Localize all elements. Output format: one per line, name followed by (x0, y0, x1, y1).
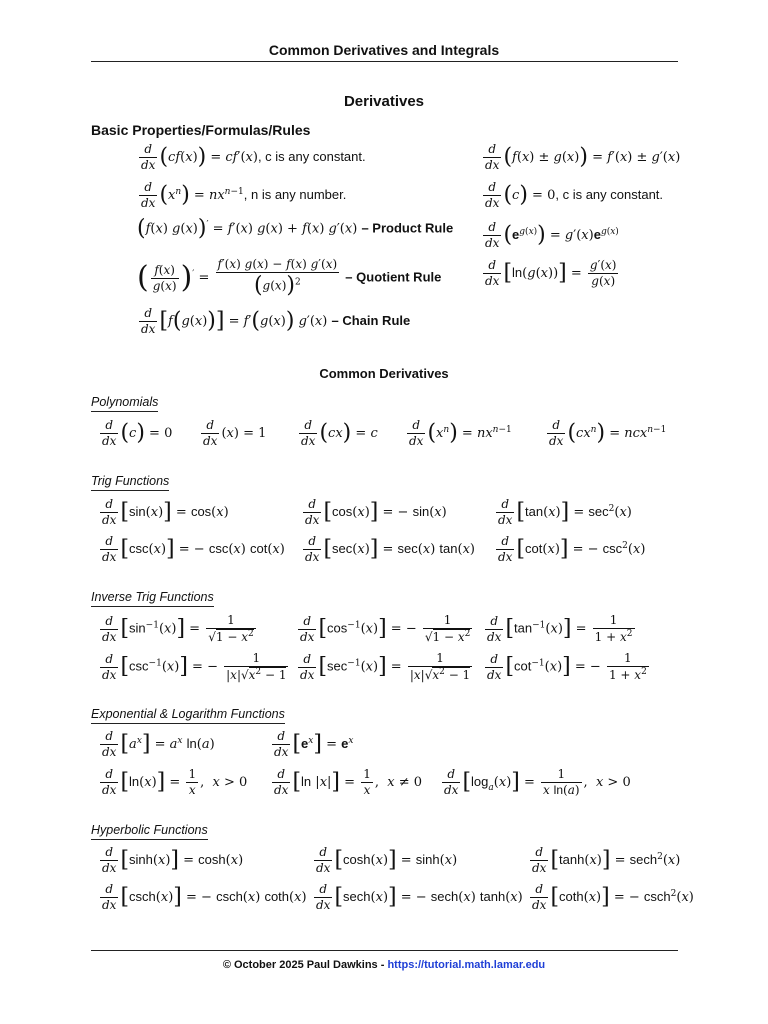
formula-sin: $\frac{d}{dx}$ [sin(x)] = cos(x) (102, 497, 229, 528)
formula-ln-chain: $\frac{d}{dx}$ [ln(g(x))] = $\frac{g'(x)}{g(x)}$ (485, 258, 617, 289)
formula-ln-abs: $\frac{d}{dx}$ [ln |x|] = $\frac{1}{x}$ , x ≠ 0 (274, 767, 423, 798)
formula-chain-rule: $\frac{d}{dx}$ [f(g(x))] = f′(g(x)) g′(x) – Chain Rule (141, 306, 411, 337)
formula-tan: $\frac{d}{dx}$ $[\tan(x)] = \sec^2(x)$ (498, 497, 632, 528)
formula-cot: $\frac{d}{dx}$ [cot(x)] = − $\csc^2(x)$ (498, 534, 646, 565)
footer (0, 959, 768, 971)
formula-sec: $\frac{d}{dx}$ [sec(x)] = sec(x) tan(x) (305, 534, 475, 565)
formula-exp-a: $\frac{d}{dx}$ $[a^x] = a^x$ ln(a) (102, 729, 215, 760)
formula-product-rule: (f(x) g(x))′ = f′(x) g(x) + f(x) g′(x) – Product Rule (137, 216, 454, 241)
formula-poly-xn: $\frac{d}{dx}$ $(x^n) = nx^{n-1}$ (409, 418, 512, 449)
category-trig: Trig Functions (91, 474, 169, 491)
category-exp-log: Exponential & Logarithm Functions (91, 707, 285, 724)
formula-cosh: $\frac{d}{dx}$ [cosh(x)] = sinh(x) (316, 845, 458, 876)
formula-log-a: $\frac{d}{dx}$ $[\log_a(x)]$ = $\frac{1}{\text{x ln(a)}}$ , x > 0 (444, 767, 631, 798)
formula-sech: $\frac{d}{dx}$ [sech(x)] = − sech(x) tanh(x) (316, 882, 523, 913)
formula-exp-e: $\frac{d}{dx}$ $[e^x] = e^x$ (274, 729, 354, 760)
formula-arccsc: $\frac{d}{dx}$ $[\csc^{-1}(x)]$ = − $\frac{1}{|x|√x^2 - 1}$ (102, 651, 287, 683)
formula-power: $\frac{d}{dx}$ $(x^n) = nx^{n-1}$, n is any number. (141, 180, 347, 211)
common-derivatives-title: Common Derivatives (319, 366, 449, 381)
formula-poly-constant: $\frac{d}{dx}$ (c) = 0 (102, 418, 173, 449)
formula-sum-difference: $\frac{d}{dx}$ (f(x) ± g(x)) = f′(x) ± g′(x) (485, 142, 681, 173)
formula-poly-x: $\frac{d}{dx}$ (x) = 1 (203, 418, 267, 449)
formula-csch: $\frac{d}{dx}$ [csch(x)] = − csch(x) coth(x) (102, 882, 307, 913)
formula-arccot: $\frac{d}{dx}$ $[\cot^{-1}(x)]$ = − $\frac{1}{1 + x^2}$ (487, 651, 647, 683)
formula-quotient-rule: ( $\frac{f(x)}{g(x)}$ )′ = $\frac{f'(x) g(x) - f(x) g'(x)}{(g(x))^2}$ – Quotient Rule (137, 257, 442, 299)
footer-rule (91, 950, 678, 951)
formula-arcsin: $\frac{d}{dx}$ $[\sin^{-1}(x)]$ = $\frac{1}{√1 - x^2}$ (102, 613, 254, 645)
quotient-rule-label: – Quotient Rule (345, 269, 442, 285)
formula-ln: $\frac{d}{dx}$ [ln(x)] = $\frac{1}{x}$ , x > 0 (102, 767, 248, 798)
formula-exp-chain: $\frac{d}{dx}$ $(e^{g(x)}) = g'(x)e^{g(x)}$ (485, 220, 619, 251)
category-inverse-trig: Inverse Trig Functions (91, 590, 214, 607)
product-rule-label: – Product Rule (361, 220, 454, 236)
basic-properties-title: Basic Properties/Formulas/Rules (91, 122, 311, 138)
footer-link[interactable]: https://tutorial.math.lamar.edu (387, 959, 546, 971)
formula-arcsec: $\frac{d}{dx}$ $[\sec^{-1}(x)]$ = $\frac{1}{|x|√x^2 - 1}$ (300, 651, 471, 683)
formula-constant-multiple: $\frac{d}{dx}$ (cf(x)) = cf′(x), c is any constant. (141, 142, 366, 173)
formula-constant: $\frac{d}{dx}$ (c) = 0, c is any constant. (485, 180, 664, 211)
category-hyperbolic: Hyperbolic Functions (91, 823, 208, 840)
constant-note: , c is any constant. (257, 149, 366, 165)
formula-cos: $\frac{d}{dx}$ [cos(x)] = − sin(x) (305, 497, 447, 528)
formula-arccos: $\frac{d}{dx}$ $[\cos^{-1}(x)]$ = − $\frac{1}{√1 - x^2}$ (300, 613, 471, 645)
derivatives-title: Derivatives (343, 93, 425, 110)
formula-coth: $\frac{d}{dx}$ [coth(x)] = − csch$^2$(x) (532, 882, 694, 913)
chain-rule-label: – Chain Rule (331, 313, 411, 329)
header-rule (91, 61, 678, 62)
category-polynomials: Polynomials (91, 395, 158, 412)
number-note: , n is any number. (243, 187, 347, 203)
formula-poly-cx: $\frac{d}{dx}$ (cx) = c (301, 418, 378, 449)
formula-csc: $\frac{d}{dx}$ [csc(x)] = − csc(x) cot(x) (102, 534, 285, 565)
formula-arctan: $\frac{d}{dx}$ $[\tan^{-1}(x)]$ = $\frac{1}{1 + x^2}$ (487, 613, 633, 645)
formula-poly-cxn: $\frac{d}{dx}$ $(cx^n) = ncx^{n-1}$ (549, 418, 667, 449)
formula-tanh: $\frac{d}{dx}$ [tanh(x)] = sech$^2$(x) (532, 845, 681, 876)
footer-copyright: © October 2025 Paul Dawkins - (222, 959, 388, 971)
page-title: Common Derivatives and Integrals (268, 42, 500, 58)
constant-note-2: , c is any constant. (555, 187, 664, 203)
formula-sinh: $\frac{d}{dx}$ [sinh(x)] = cosh(x) (102, 845, 244, 876)
